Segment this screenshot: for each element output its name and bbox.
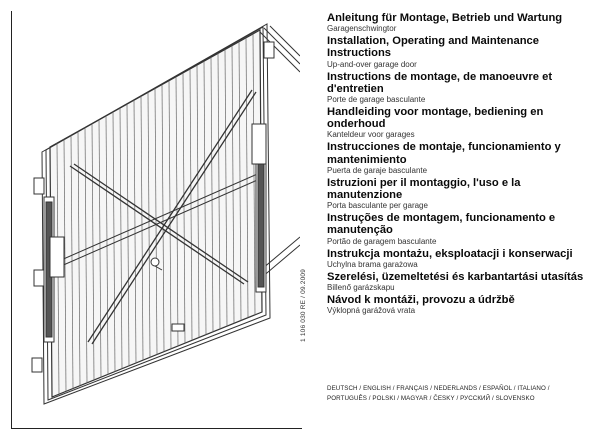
entry-title: Istruzioni per il montaggio, l'uso e la manutenzione [327,176,521,202]
entry-subtitle: Puerta de garaje basculante [327,165,428,175]
entry-subtitle: Výklopná garážová vrata [327,306,416,316]
garage-door-illustration [12,12,300,410]
floor-latch [172,324,184,331]
entry-title: Instrucciones de montaje, funcionamiento y mantenimiento [327,141,561,166]
entry-de [327,12,597,34]
entry-fr [327,71,597,105]
languages-line-1: DEUTSCH / ENGLISH / FRANÇAIS / NEDERLANDS / ESPAÑOL / ITALIANO / [327,385,550,392]
entry-cs [327,294,597,316]
entry-title: Instruções de montagem, funcionamento e manutenção [327,212,556,237]
entry-hu [327,271,597,293]
entry-title: Instructions de montage, de manoeuvre et d'entretien [327,70,553,95]
instruction-titles [327,12,597,317]
entry-subtitle: Billenő garázskapu [327,283,395,293]
entry-subtitle: Porte de garage basculante [327,95,426,105]
entry-subtitle: Uchylna brama garażowa [327,259,418,269]
right-spring [256,152,266,292]
languages-line-2: PORTUGUÊS / POLSKI / MAGYAR / ČESKY / РУССКИЙ / SLOVENSKO [327,394,535,402]
entry-subtitle: Up-and-over garage door [327,59,417,69]
entry-subtitle: Portão de garagem basculante [327,236,437,246]
entry-it [327,177,597,211]
entry-subtitle: Garagenschwingtor [327,24,397,34]
document-number: 1 106 030 RE / 09.2009 [300,268,307,342]
entry-nl [327,106,597,140]
frame-border-bottom [11,428,302,429]
entry-title: Handleiding voor montage, bediening en onderhoud [327,106,544,131]
entry-subtitle: Kanteldeur voor garages [327,130,415,140]
entry-title: Szerelési, üzemeltetési és karbantartási utasítás [327,270,584,283]
entry-title: Návod k montáži, provozu a údržbě [327,294,515,307]
entry-en [327,35,597,69]
entry-es [327,141,597,175]
entry-title: Anleitung für Montage, Betrieb und Wartung [327,12,563,24]
languages-list [327,384,597,403]
entry-subtitle: Porta basculante per garage [327,201,428,211]
entry-title: Instrukcja montażu, eksploatacji i konserwacji [327,247,573,260]
entry-pt [327,212,597,246]
entry-title: Installation, Operating and Maintenance Instructions [327,35,539,60]
entry-pl [327,248,597,270]
